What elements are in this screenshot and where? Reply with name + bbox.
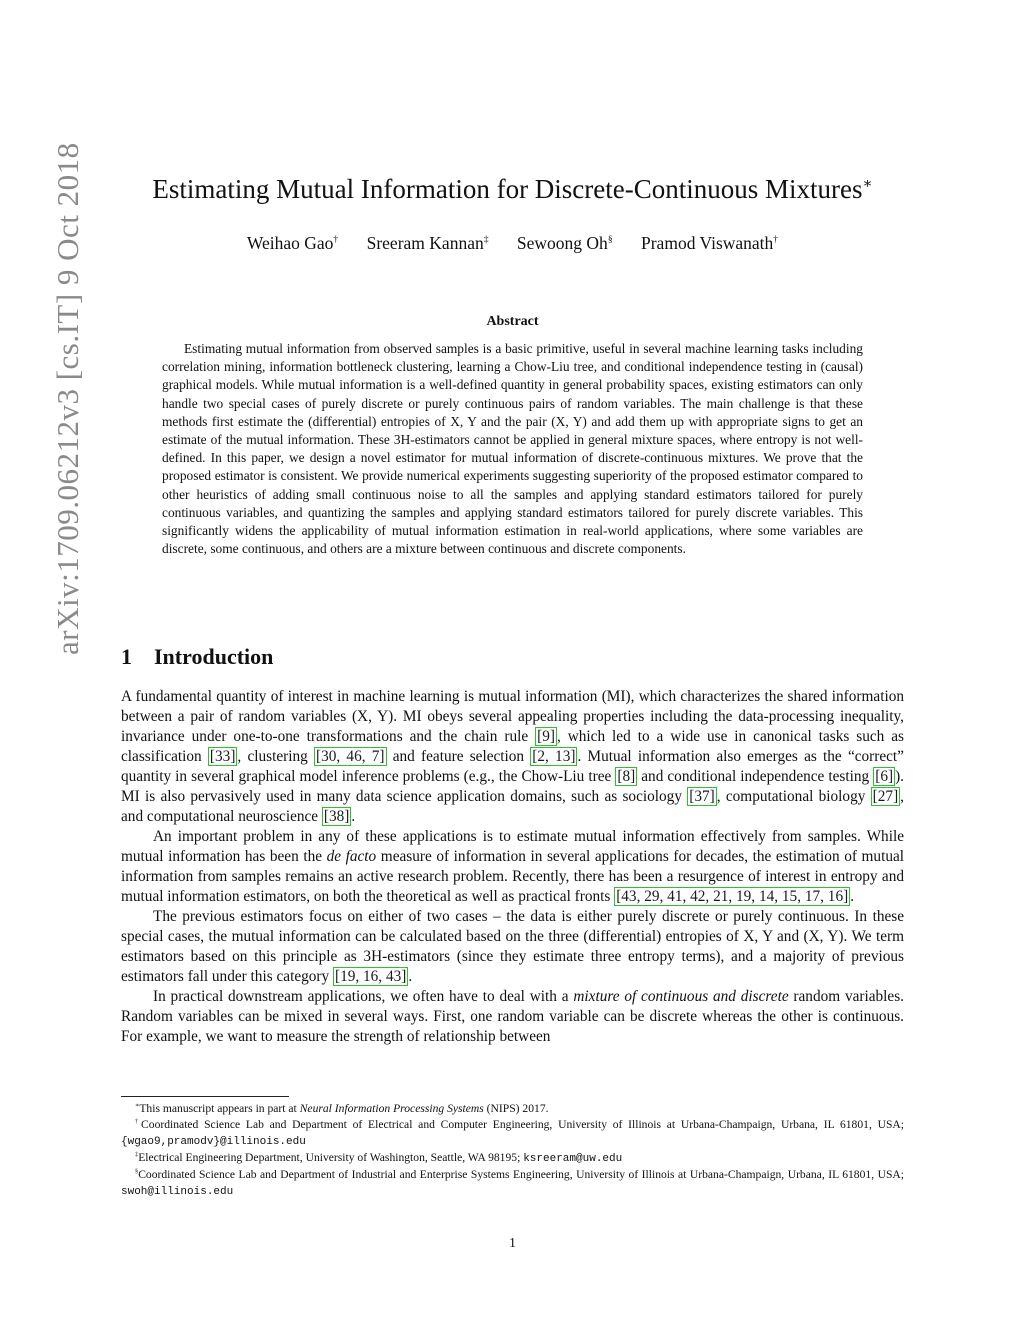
arxiv-sidebar-stamp: arXiv:1709.06212v3 [cs.IT] 9 Oct 2018 xyxy=(50,142,85,655)
citation-link[interactable]: [33] xyxy=(209,748,236,765)
abstract-heading: Abstract xyxy=(486,314,539,329)
footnote: †Coordinated Science Lab and Department of Electrical and Computer Engineering, University of Illinois at Urbana-Champaign, Urbana, IL 61801, USA; {wgao9,pramodv}@illinois.edu xyxy=(121,1118,904,1148)
title-footnote-mark: ∗ xyxy=(862,176,873,192)
citation-link[interactable]: [27] xyxy=(872,788,899,805)
author-4: Pramod Viswanath† xyxy=(641,233,779,253)
citation-link[interactable]: [9] xyxy=(537,728,555,745)
footnotes xyxy=(121,1096,904,1200)
citation-link[interactable]: [37] xyxy=(689,788,715,805)
email-address[interactable]: {wgao9,pramodv}@illinois.edu xyxy=(121,1136,306,1148)
paragraph: The previous estimators focus on either of two cases – the data is either purely discrete or purely continuous. In these special cases, the mutual information can be calculated based on the three (differential) entropies of X, Y and (X, Y). We term estimators based on this principle as 3H-estimators (since they estimate three entropy terms), and a majority of previous estimators fall under this category [19, 16, 43] . xyxy=(121,908,904,985)
citation-link[interactable]: [8] xyxy=(617,768,636,785)
paragraph: An important problem in any of these applications is to estimate mutual information effectively from samples. While mutual information has been the de facto measure of information in several applications for decades, the estimation of mutual information from samples remains an active research problem. Recently, there has been a resurgence of interest in entropy and mutual information estimators, on both the theoretical as well as practical fronts [43, 29, 41, 42, 21, 19, 14, 15, 17, 16] . xyxy=(121,828,905,905)
footnote: §Coordinated Science Lab and Department of Industrial and Enterprise Systems Engineering, University of Illinois at Urbana-Champaign, Urbana, IL 61801, USA; swoh@illinois.edu xyxy=(121,1168,904,1198)
author-3: Sewoong Oh§ xyxy=(516,233,613,253)
paragraph: A fundamental quantity of interest in machine learning is mutual information (MI), which characterizes the shared information between a pair of random variables (X, Y). MI obeys several appealing properties including the data-processing inequality, invariance under one-to-one transformations and the chain rule [9] , which led to a wide use in canonical tasks such as classification [33] , clustering [30, 46, 7] and feature selection [2, 13] . Mutual information also emerges as the “correct” quantity in several graphical model inference problems (e.g., the Chow-Liu tree [8] and conditional independence testing [6] ). MI is also pervasively used in many data science application domains, such as sociology [37] , computational biology [27] , and computational neuroscience [38] . xyxy=(121,688,904,825)
footnote: ‡Electrical Engineering Department, University of Washington, Seattle, WA 98195; ksreeram@uw.edu xyxy=(135,1151,623,1165)
paper-title: Estimating Mutual Information for Discrete-Continuous Mixtures∗ xyxy=(152,174,873,204)
citation-link[interactable]: [43, 29, 41, 42, 21, 19, 14, 15, 17, 16] xyxy=(616,888,849,905)
paragraph: In practical downstream applications, we often have to deal with a mixture of continuous and discrete random variables. Random variables can be mixed in several ways. First, one random variable can be discrete whereas the other is continuous. For example, we want to measure the strength of relationship between xyxy=(121,988,904,1045)
citation-link[interactable]: [38] xyxy=(323,808,350,825)
email-address[interactable]: ksreeram@uw.edu xyxy=(523,1153,623,1165)
footnote-rule xyxy=(121,1096,289,1097)
author-2: Sreeram Kannan‡ xyxy=(366,233,489,253)
citation-link[interactable]: [19, 16, 43] xyxy=(334,968,407,985)
citation-link[interactable]: [6] xyxy=(875,768,894,785)
citation-link[interactable]: [2, 13] xyxy=(532,748,576,765)
email-address[interactable]: swoh@illinois.edu xyxy=(121,1186,234,1198)
body-text xyxy=(121,687,904,1047)
author-list xyxy=(121,233,904,254)
citation-link[interactable]: [30, 46, 7] xyxy=(316,748,385,765)
section-heading: 1 Introduction xyxy=(121,644,274,669)
footnote: ∗This manuscript appears in part at Neural Information Processing Systems (NIPS) 2017. xyxy=(135,1102,549,1115)
abstract-text: Estimating mutual information from observed samples is a basic primitive, useful in several machine learning tasks including correlation mining, information bottleneck clustering, learning a Chow-Liu tree, and conditional independence testing in (causal) graphical models. While mutual information is a well-defined quantity in general probability spaces, existing estimators can only handle two special cases of purely discrete or purely continuous pairs of random variables. The main challenge is that these methods first estimate the (differential) entropies of X, Y and the pair (X, Y) and add them up with appropriate signs to get an estimate of the mutual information. These 3H-estimators cannot be applied in general mixture spaces, where entropy is not well-defined. In this paper, we design a novel estimator for mutual information of discrete-continuous mixtures. We prove that the proposed estimator is consistent. We provide numerical experiments suggesting superiority of the proposed estimator compared to other heuristics of adding small continuous noise to all the samples and applying standard estimators tailored for purely continuous variables, and quantizing the samples and applying standard estimators tailored for purely discrete variables. This significantly widens the applicability of mutual information estimation in real-world applications, where some variables are discrete, some continuous, and others are a mixture between continuous and discrete components. xyxy=(162,341,863,557)
author-1: Weihao Gao† xyxy=(246,233,339,253)
page-number: 1 xyxy=(509,1236,516,1251)
